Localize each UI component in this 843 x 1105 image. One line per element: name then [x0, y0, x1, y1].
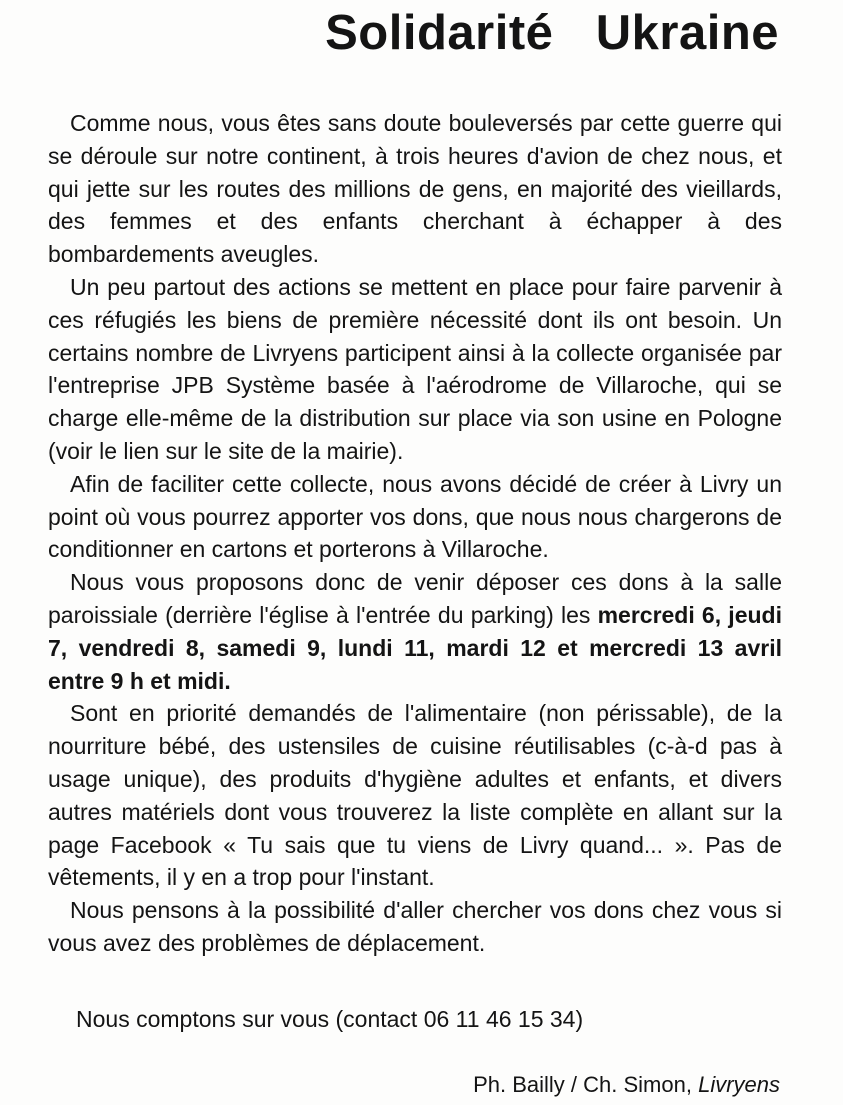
- paragraph-livry-drop-point: Afin de faciliter cette collecte, nous avons décidé de créer à Livry un point où vous pourrez apporter vos dons, que nous nous chargerons de conditionner en cartons et porterons à Villaroche.: [48, 470, 782, 563]
- paragraph-collection-actions: Un peu partout des actions se mettent en place pour faire parvenir à ces réfugiés les biens de première nécessité dont ils ont besoin. Un certains nombre de Livryens participent ainsi à la collecte organisée par l'entreprise JPB Système basée à l'aérodrome de Villaroche, qui se charge elle-même de la distribution sur place via son usine en Pologne (voir le lien sur le site de la mairie).: [48, 273, 782, 464]
- paragraph-requested-items: Sont en priorité demandés de l'alimentaire (non périssable), de la nourriture bébé, des ustensiles de cuisine réutilisables (c-à-d pas à usage unique), des produits d'hygiène adultes et enfants, et divers autres matériels dont vous trouverez la liste complète en allant sur la page Facebook « Tu sais que tu viens de Livry quand... ». Pas de vêtements, il y en a trop pour l'instant.: [48, 700, 782, 891]
- paragraph-war-context: Comme nous, vous êtes sans doute bouleversés par cette guerre qui se déroule sur notre continent, à trois heures d'avion de chez nous, et qui jette sur les routes des millions de gens, en majorité des vieillards, des femmes et des enfants cherchant à échapper à des bombardements aveugles.: [48, 110, 782, 268]
- document-title: Solidarité Ukraine: [325, 6, 779, 60]
- document-body: [48, 107, 782, 960]
- paragraph-pickup-offer: Nous pensons à la possibilité d'aller chercher vos dons chez vous si vous avez des problèmes de déplacement.: [48, 897, 782, 956]
- drop-location-text: Nous vous proposons donc de venir déposer ces dons à la salle paroissiale (derrière l'église à l'entrée du parking) les: [48, 569, 782, 628]
- signature-names: Ph. Bailly / Ch. Simon,: [473, 1072, 699, 1097]
- paragraph-drop-schedule: [48, 566, 782, 697]
- signature: [473, 1069, 780, 1101]
- drop-dates-text: mercredi 6, jeudi 7, vendredi 8, samedi 9, lundi 11, mardi 12 et mercredi 13 avril entre 9 h et midi.: [48, 601, 782, 694]
- contact-line: Nous comptons sur vous (contact 06 11 46 15 34): [76, 1006, 584, 1032]
- signature-group: Livryens: [698, 1072, 780, 1097]
